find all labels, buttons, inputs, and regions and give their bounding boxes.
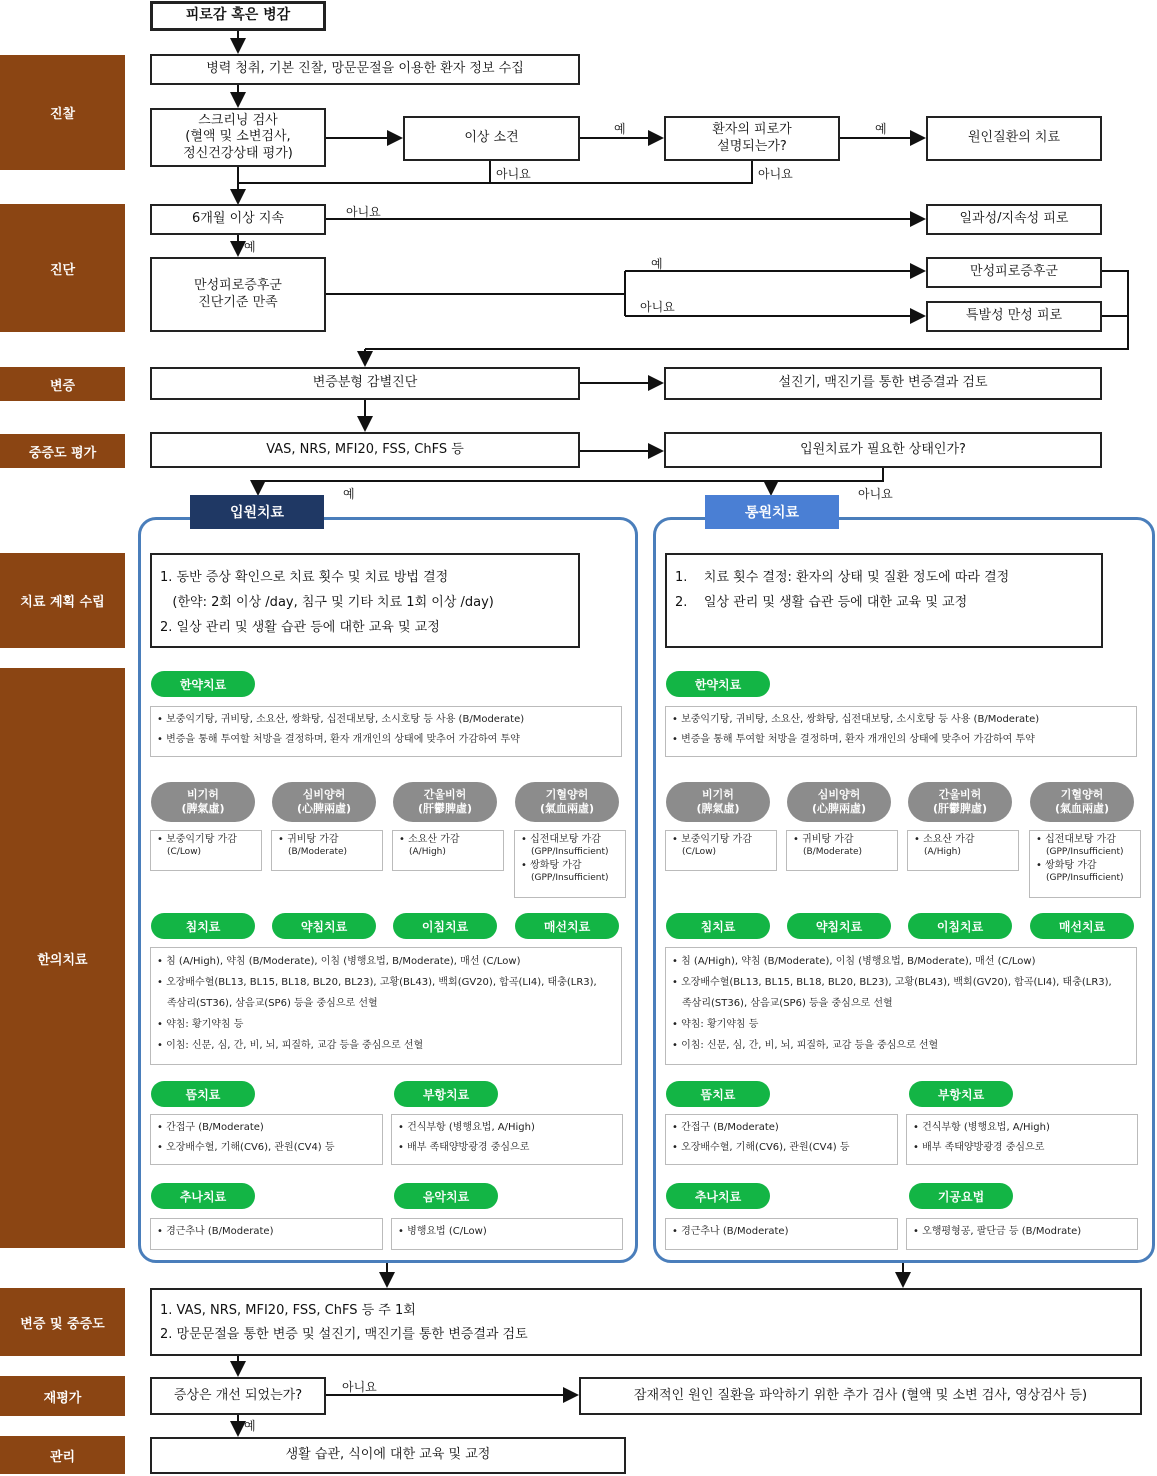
- screen-box: 스크리닝 검사 (혈액 및 소변검사, 정신건강상태 평가): [150, 108, 326, 167]
- rx-name: • 소요산 가감: [914, 833, 1012, 846]
- rx-grade: (A/High): [409, 847, 446, 857]
- pattern-rx-box: [392, 830, 504, 871]
- chuna-item: • 경근추나 (B/Moderate): [672, 1222, 891, 1242]
- pattern-rx-box: [271, 830, 383, 871]
- herbal-item: • 보중익기탕, 귀비탕, 소요산, 쌍화탕, 십전대보탕, 소시호탕 등 사용 (B/Moderate): [157, 710, 615, 730]
- moxa-item: • 오장배수혈, 기해(CV6), 관원(CV4) 등: [672, 1138, 891, 1158]
- rx-grade: (C/Low): [682, 847, 717, 857]
- reeval-line-1: 1. VAS, NRS, MFI20, FSS, ChFS 등 주 1회: [160, 1303, 416, 1318]
- pattern-pill: 심비양허 (心脾兩虛): [787, 782, 891, 822]
- acu-pill: 침치료: [151, 913, 255, 939]
- acupuncture-box: [150, 947, 622, 1065]
- reeval-scales-box: [150, 1288, 1142, 1356]
- rx-grade: (GPP/Insufficient): [1046, 873, 1124, 883]
- pattern-pill: 기혈양허 (氣血兩虛): [1030, 782, 1134, 822]
- herbal-box: [665, 706, 1137, 757]
- herbal-box: [150, 706, 622, 757]
- rx-name: • 소요산 가감: [399, 833, 497, 846]
- acu-item: • 이침: 신문, 심, 간, 비, 뇌, 피질하, 교감 등을 중심으로 선혈: [157, 1035, 615, 1056]
- reeval-line-2: 2. 망문문절을 통한 변증 및 설진기, 맥진기를 통한 변증결과 검토: [160, 1327, 528, 1342]
- pattern-pill: 간울비허 (肝鬱脾虛): [908, 782, 1012, 822]
- no-label: 아니요: [858, 487, 893, 501]
- pattern-rx-box: [514, 830, 626, 898]
- acu-pill: 이침치료: [908, 913, 1012, 939]
- pattern-rx-box: [665, 830, 777, 871]
- improved-box: 증상은 개선 되었는가?: [150, 1377, 326, 1415]
- pattern-pill: 비기허 (脾氣虛): [151, 782, 255, 822]
- chuna-pill: 추나치료: [151, 1183, 255, 1209]
- no-label: 아니요: [640, 300, 675, 314]
- chuna-pill: 추나치료: [666, 1183, 770, 1209]
- pattern-rx-box: [1029, 830, 1141, 898]
- outpatient-header: 통원치료: [705, 495, 839, 529]
- extra-therapy-item: • 오행평형공, 팔단금 등 (B/Modrate): [913, 1222, 1131, 1242]
- explained-box: 환자의 피로가 설명되는가?: [664, 116, 840, 161]
- pattern-pill: 기혈양허 (氣血兩虛): [515, 782, 619, 822]
- stage-diag: 진단: [0, 204, 125, 332]
- stage-pattern: 변증: [0, 367, 125, 401]
- yes-label: 예: [244, 240, 256, 254]
- rx-grade: (B/Moderate): [803, 847, 863, 857]
- yes-label: 예: [343, 487, 355, 501]
- cupping-pill: 부항치료: [909, 1081, 1013, 1107]
- stage-pattern-severity: 변증 및 중증도: [0, 1288, 125, 1356]
- pattern-pill: 심비양허 (心脾兩虛): [272, 782, 376, 822]
- lifestyle-box: 생활 습관, 식이에 대한 교육 및 교정: [150, 1437, 626, 1474]
- plan-line: 1. 치료 횟수 결정: 환자의 상태 및 질환 정도에 따라 결정: [675, 570, 1010, 585]
- acu-item: • 약침: 황기약침 등: [157, 1014, 615, 1035]
- stage-plan: 치료 계획 수립: [0, 553, 125, 648]
- acupuncture-box: [665, 947, 1137, 1065]
- herbal-item: • 보중익기탕, 귀비탕, 소요산, 쌍화탕, 십전대보탕, 소시호탕 등 사용 (B/Moderate): [672, 710, 1130, 730]
- cupping-item: • 건식부항 (병행요법, A/High): [913, 1118, 1131, 1138]
- acu-item: • 오장배수혈(BL13, BL15, BL18, BL20, BL23), 고황(BL43), 백회(GV20), 합곡(LI4), 태충(LR3),: [157, 972, 615, 993]
- herbal-item: • 변증을 통해 투여할 처방을 결정하며, 환자 개개인의 상태에 맞추어 가감하여 투약: [672, 730, 1130, 750]
- chuna-box: [665, 1218, 898, 1250]
- cupping-item: • 배부 족태양방광경 중심으로: [398, 1138, 616, 1158]
- acu-item: • 침 (A/High), 약침 (B/Moderate), 이침 (병행요법, B/Moderate), 매선 (C/Low): [672, 951, 1130, 972]
- stage-severity: 중증도 평가: [0, 434, 125, 468]
- cupping-item: • 배부 족태양방광경 중심으로: [913, 1138, 1131, 1158]
- collect-box: 병력 청취, 기본 진찰, 망문문절을 이용한 환자 정보 수집: [150, 54, 580, 85]
- rx-name: • 십전대보탕 가감: [1036, 833, 1134, 846]
- pattern-pill: 간울비허 (肝鬱脾虛): [393, 782, 497, 822]
- pattern-rx-box: [150, 830, 262, 871]
- rx-name: • 쌍화탕 가감: [1036, 859, 1134, 872]
- acu-item: • 이침: 신문, 심, 간, 비, 뇌, 피질하, 교감 등을 중심으로 선혈: [672, 1035, 1130, 1056]
- cause-treatment-box: 원인질환의 치료: [926, 116, 1102, 161]
- rx-name: • 십전대보탕 가감: [521, 833, 619, 846]
- rx-grade: (B/Moderate): [288, 847, 348, 857]
- acu-item: • 약침: 황기약침 등: [672, 1014, 1130, 1035]
- treatment-plan-box: [665, 553, 1103, 648]
- yes-label: 예: [651, 257, 663, 271]
- rx-grade: (GPP/Insufficient): [1046, 847, 1124, 857]
- cfs-box: 만성피로증후군: [926, 257, 1102, 288]
- acu-item: • 침 (A/High), 약침 (B/Moderate), 이침 (병행요법, B/Moderate), 매선 (C/Low): [157, 951, 615, 972]
- rx-grade: (GPP/Insufficient): [531, 847, 609, 857]
- rx-name: • 귀비탕 가감: [278, 833, 376, 846]
- moxa-item: • 간접구 (B/Moderate): [157, 1118, 376, 1138]
- cupping-pill: 부항치료: [394, 1081, 498, 1107]
- acu-pill: 침치료: [666, 913, 770, 939]
- six-month-box: 6개월 이상 지속: [150, 204, 326, 235]
- moxa-pill: 뜸치료: [666, 1081, 770, 1107]
- tongue-pulse-box: 설진기, 맥진기를 통한 변증결과 검토: [664, 367, 1102, 400]
- plan-line: (한약: 2회 이상 /day, 침구 및 기타 치료 1회 이상 /day): [160, 595, 494, 610]
- extra-therapy-box: [906, 1218, 1138, 1250]
- plan-line: 2. 일상 관리 및 생활 습관 등에 대한 교육 및 교정: [675, 595, 968, 610]
- need-inpatient-box: 입원치료가 필요한 상태인가?: [664, 432, 1102, 468]
- no-label: 아니요: [496, 167, 531, 181]
- pattern-dx-box: 변증분형 감별진단: [150, 367, 580, 400]
- extra-therapy-pill: 음악치료: [394, 1183, 498, 1209]
- extra-therapy-item: • 병행요법 (C/Low): [398, 1222, 616, 1242]
- rx-name: • 쌍화탕 가감: [521, 859, 619, 872]
- yes-label: 예: [244, 1419, 256, 1433]
- moxa-pill: 뜸치료: [151, 1081, 255, 1107]
- extra-therapy-pill: 기공요법: [909, 1183, 1013, 1209]
- rx-name: • 보중익기탕 가감: [672, 833, 770, 846]
- yes-label: 예: [614, 122, 626, 136]
- no-label: 아니요: [758, 167, 793, 181]
- extra-therapy-box: [391, 1218, 623, 1250]
- stage-manage: 관리: [0, 1436, 125, 1474]
- extra-test-box: 잠재적인 원인 질환을 파악하기 위한 추가 검사 (혈액 및 소변 검사, 영상검사 등): [579, 1377, 1142, 1415]
- scales-box: VAS, NRS, MFI20, FSS, ChFS 등: [150, 432, 580, 468]
- start-box: 피로감 혹은 병감: [150, 1, 326, 31]
- herbal-pill: 한약치료: [151, 671, 255, 697]
- rx-grade: (A/High): [924, 847, 961, 857]
- moxa-box: [150, 1114, 383, 1165]
- stage-reeval: 재평가: [0, 1376, 125, 1416]
- rx-name: • 귀비탕 가감: [793, 833, 891, 846]
- chuna-item: • 경근추나 (B/Moderate): [157, 1222, 376, 1242]
- rx-grade: (GPP/Insufficient): [531, 873, 609, 883]
- yes-label: 예: [875, 122, 887, 136]
- pattern-rx-box: [907, 830, 1019, 871]
- treatment-plan-box: [150, 553, 580, 648]
- cupping-box: [906, 1114, 1138, 1165]
- stage-exam: 진찰: [0, 55, 125, 170]
- chuna-box: [150, 1218, 383, 1250]
- plan-line: 2. 일상 관리 및 생활 습관 등에 대한 교육 및 교정: [160, 620, 440, 635]
- acu-pill: 매선치료: [1030, 913, 1134, 939]
- acu-item: • 오장배수혈(BL13, BL15, BL18, BL20, BL23), 고황(BL43), 백회(GV20), 합곡(LI4), 태충(LR3),: [672, 972, 1130, 993]
- idiopathic-fatigue-box: 특발성 만성 피로: [926, 301, 1102, 332]
- acu-pill: 매선치료: [515, 913, 619, 939]
- moxa-item: • 간접구 (B/Moderate): [672, 1118, 891, 1138]
- cupping-item: • 건식부항 (병행요법, A/High): [398, 1118, 616, 1138]
- moxa-box: [665, 1114, 898, 1165]
- no-label: 아니요: [342, 1380, 377, 1394]
- herbal-item: • 변증을 통해 투여할 처방을 결정하며, 환자 개개인의 상태에 맞추어 가감하여 투약: [157, 730, 615, 750]
- pattern-pill: 비기허 (脾氣虛): [666, 782, 770, 822]
- transient-fatigue-box: 일과성/지속성 피로: [926, 204, 1102, 235]
- herbal-pill: 한약치료: [666, 671, 770, 697]
- acu-pill: 이침치료: [393, 913, 497, 939]
- acu-pill: 약침치료: [787, 913, 891, 939]
- inpatient-header: 입원치료: [190, 495, 324, 529]
- abnormal-box: 이상 소견: [403, 116, 580, 161]
- rx-grade: (C/Low): [167, 847, 202, 857]
- cupping-box: [391, 1114, 623, 1165]
- plan-line: 1. 동반 증상 확인으로 치료 횟수 및 치료 방법 결정: [160, 570, 449, 585]
- acu-item: 족삼리(ST36), 삼음교(SP6) 등을 중심으로 선혈: [682, 998, 893, 1009]
- rx-name: • 보중익기탕 가감: [157, 833, 255, 846]
- no-label: 아니요: [346, 205, 381, 219]
- moxa-item: • 오장배수혈, 기해(CV6), 관원(CV4) 등: [157, 1138, 376, 1158]
- acu-pill: 약침치료: [272, 913, 376, 939]
- pattern-rx-box: [786, 830, 898, 871]
- cfs-criteria-box: 만성피로증후군 진단기준 만족: [150, 257, 326, 332]
- stage-km: 한의치료: [0, 668, 125, 1248]
- acu-item: 족삼리(ST36), 삼음교(SP6) 등을 중심으로 선혈: [167, 998, 378, 1009]
